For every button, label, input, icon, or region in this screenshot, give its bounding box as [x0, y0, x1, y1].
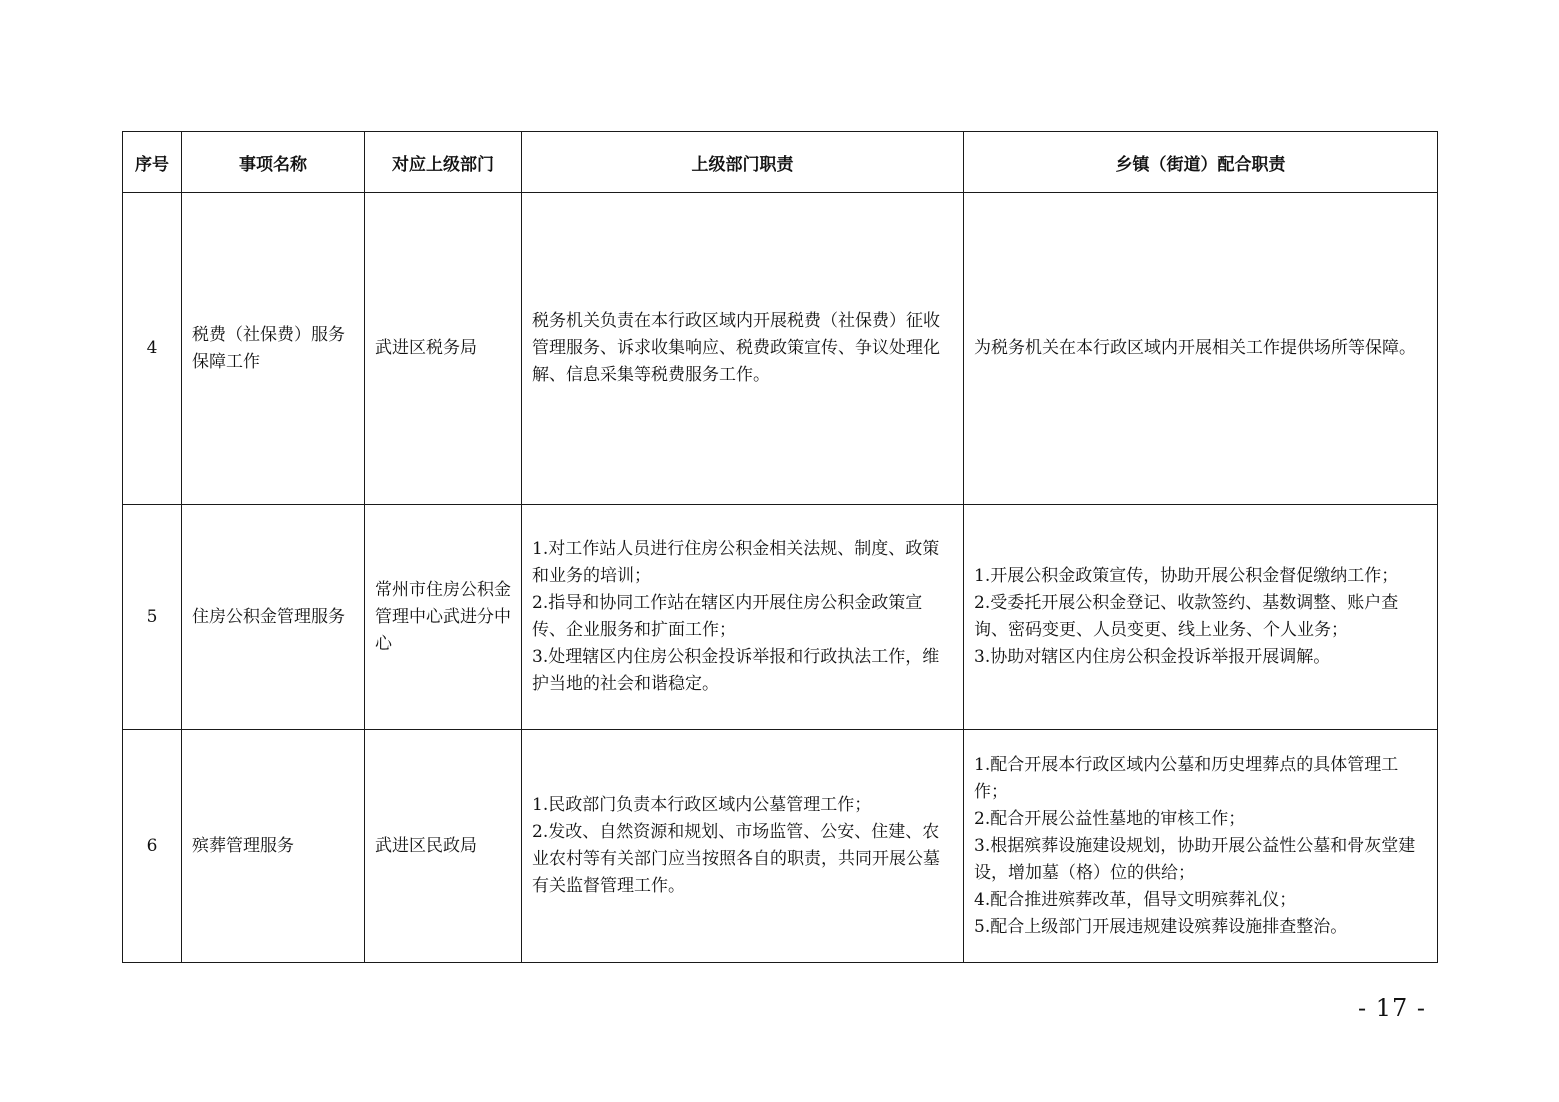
coop-line: 为税务机关在本行政区域内开展相关工作提供场所等保障。 — [974, 338, 1416, 358]
coop-line: 3.协助对辖区内住房公积金投诉举报开展调解。 — [974, 647, 1331, 667]
coop-line: 1.配合开展本行政区域内公墓和历史埋葬点的具体管理工作； — [974, 754, 1399, 802]
coop-line: 2.受委托开展公积金登记、收款签约、基数调整、账户查询、密码变更、人员变更、线上业务、个人业务； — [974, 593, 1399, 640]
table-header-row — [123, 132, 1438, 193]
row-number: 6 — [123, 730, 182, 963]
table-row — [123, 730, 1438, 963]
duty-line: 2.指导和协同工作站在辖区内开展住房公积金政策宣传、企业服务和扩面工作； — [532, 593, 923, 640]
duty-line: 1.对工作站人员进行住房公积金相关法规、制度、政策和业务的培训； — [532, 539, 940, 586]
header-town-duty: 乡镇（街道）配合职责 — [964, 132, 1438, 193]
coop-line: 3.根据殡葬设施建设规划，协助开展公益性公墓和骨灰堂建设，增加墓（格）位的供给； — [974, 835, 1416, 883]
header-item-name: 事项名称 — [182, 132, 365, 193]
town-duty — [964, 193, 1438, 505]
page-number: - 17 - — [1358, 994, 1427, 1022]
superior-dept: 武进区税务局 — [365, 193, 522, 505]
superior-duty — [522, 730, 964, 963]
duty-line: 税务机关负责在本行政区域内开展税费（社保费）征收管理服务、诉求收集响应、税费政策宣传、争议处理化解、信息采集等税费服务工作。 — [532, 311, 940, 385]
header-seq: 序号 — [123, 132, 182, 193]
superior-dept: 常州市住房公积金管理中心武进分中心 — [365, 505, 522, 730]
item-name: 殡葬管理服务 — [182, 730, 365, 963]
coop-line: 4.配合推进殡葬改革，倡导文明殡葬礼仪； — [974, 889, 1297, 910]
coop-line: 5.配合上级部门开展违规建设殡葬设施排查整治。 — [974, 916, 1348, 937]
table-row — [123, 505, 1438, 730]
town-duty — [964, 730, 1438, 963]
item-name: 住房公积金管理服务 — [182, 505, 365, 730]
town-duty — [964, 505, 1438, 730]
superior-dept: 武进区民政局 — [365, 730, 522, 963]
superior-duty — [522, 193, 964, 505]
row-number: 5 — [123, 505, 182, 730]
header-superior-dept: 对应上级部门 — [365, 132, 522, 193]
duty-line: 2.发改、自然资源和规划、市场监管、公安、住建、农业农村等有关部门应当按照各自的职责，共同开展公墓有关监督管理工作。 — [532, 822, 940, 896]
superior-duty — [522, 505, 964, 730]
table-row — [123, 193, 1438, 505]
duties-table — [122, 131, 1438, 963]
duty-line: 3.处理辖区内住房公积金投诉举报和行政执法工作，维护当地的社会和谐稳定。 — [532, 647, 940, 694]
item-name: 税费（社保费）服务保障工作 — [182, 193, 365, 505]
row-number: 4 — [123, 193, 182, 505]
duty-line: 1.民政部门负责本行政区域内公墓管理工作； — [532, 795, 872, 815]
coop-line: 1.开展公积金政策宣传，协助开展公积金督促缴纳工作； — [974, 566, 1399, 586]
header-superior-duty: 上级部门职责 — [522, 132, 964, 193]
coop-line: 2.配合开展公益性墓地的审核工作； — [974, 808, 1246, 829]
